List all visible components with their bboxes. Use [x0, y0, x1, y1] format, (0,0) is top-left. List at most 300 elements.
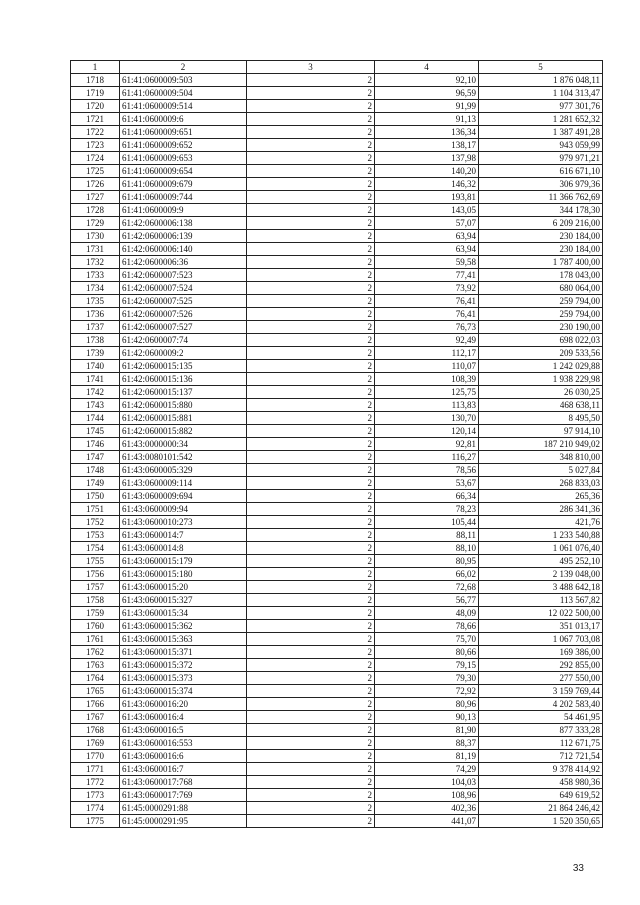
row-number-cell: 1751: [71, 503, 120, 516]
cadastral-number-cell: 61:41:0600009:651: [120, 126, 247, 139]
type-cell: 2: [247, 230, 375, 243]
cadastral-number-cell: 61:42:0600015:881: [120, 412, 247, 425]
table-row: [71, 802, 603, 815]
value-cell: 3 488 642,18: [479, 581, 603, 594]
table-row: [71, 139, 603, 152]
row-number-cell: 1719: [71, 87, 120, 100]
row-number-cell: 1733: [71, 269, 120, 282]
table-row: [71, 620, 603, 633]
cadastral-number-cell: 61:43:0600015:327: [120, 594, 247, 607]
area-cell: 104,03: [375, 776, 479, 789]
value-cell: 230 184,00: [479, 243, 603, 256]
area-cell: 72,68: [375, 581, 479, 594]
type-cell: 2: [247, 724, 375, 737]
area-cell: 402,36: [375, 802, 479, 815]
area-cell: 88,10: [375, 542, 479, 555]
column-header-area: 4: [375, 61, 479, 74]
value-cell: 649 619,52: [479, 789, 603, 802]
cadastral-number-cell: 61:42:0600007:525: [120, 295, 247, 308]
type-cell: 2: [247, 217, 375, 230]
row-number-cell: 1722: [71, 126, 120, 139]
table-row: [71, 152, 603, 165]
value-cell: 3 159 769,44: [479, 685, 603, 698]
type-cell: 2: [247, 139, 375, 152]
type-cell: 2: [247, 360, 375, 373]
type-cell: 2: [247, 269, 375, 282]
row-number-cell: 1765: [71, 685, 120, 698]
type-cell: 2: [247, 425, 375, 438]
table-row: [71, 581, 603, 594]
table-row: [71, 360, 603, 373]
cadastral-number-cell: 61:43:0080101:542: [120, 451, 247, 464]
row-number-cell: 1761: [71, 633, 120, 646]
cadastral-number-cell: 61:45:0000291:95: [120, 815, 247, 828]
table-row: [71, 438, 603, 451]
table-row: [71, 334, 603, 347]
type-cell: 2: [247, 607, 375, 620]
area-cell: 120,14: [375, 425, 479, 438]
type-cell: 2: [247, 711, 375, 724]
value-cell: 268 833,03: [479, 477, 603, 490]
table-row: [71, 529, 603, 542]
row-number-cell: 1744: [71, 412, 120, 425]
area-cell: 56,77: [375, 594, 479, 607]
table-row: [71, 204, 603, 217]
value-cell: 1 233 540,88: [479, 529, 603, 542]
area-cell: 66,34: [375, 490, 479, 503]
value-cell: 977 301,76: [479, 100, 603, 113]
cadastral-number-cell: 61:43:0600015:34: [120, 607, 247, 620]
value-cell: 1 067 703,08: [479, 633, 603, 646]
cadastral-number-cell: 61:43:0600015:371: [120, 646, 247, 659]
row-number-cell: 1730: [71, 230, 120, 243]
column-header-value: 5: [479, 61, 603, 74]
value-cell: 112 671,75: [479, 737, 603, 750]
area-cell: 72,92: [375, 685, 479, 698]
row-number-cell: 1745: [71, 425, 120, 438]
cadastral-number-cell: 61:41:0600009:514: [120, 100, 247, 113]
row-number-cell: 1732: [71, 256, 120, 269]
table-row: [71, 230, 603, 243]
cadastral-number-cell: 61:43:0600016:553: [120, 737, 247, 750]
table-row: [71, 633, 603, 646]
cadastral-number-cell: 61:42:0600006:36: [120, 256, 247, 269]
table-row: [71, 763, 603, 776]
table-row: [71, 399, 603, 412]
area-cell: 92,49: [375, 334, 479, 347]
value-cell: 187 210 949,02: [479, 438, 603, 451]
row-number-cell: 1752: [71, 516, 120, 529]
type-cell: 2: [247, 659, 375, 672]
area-cell: 137,98: [375, 152, 479, 165]
value-cell: 230 184,00: [479, 230, 603, 243]
row-number-cell: 1743: [71, 399, 120, 412]
cadastral-number-cell: 61:43:0600016:5: [120, 724, 247, 737]
type-cell: 2: [247, 633, 375, 646]
cadastral-number-cell: 61:43:0000000:34: [120, 438, 247, 451]
area-cell: 81,19: [375, 750, 479, 763]
value-cell: 209 533,56: [479, 347, 603, 360]
cadastral-number-cell: 61:43:0600015:179: [120, 555, 247, 568]
area-cell: 59,58: [375, 256, 479, 269]
row-number-cell: 1775: [71, 815, 120, 828]
area-cell: 112,17: [375, 347, 479, 360]
cadastral-number-cell: 61:41:0600009:679: [120, 178, 247, 191]
area-cell: 80,66: [375, 646, 479, 659]
type-cell: 2: [247, 191, 375, 204]
type-cell: 2: [247, 256, 375, 269]
table-row: [71, 373, 603, 386]
value-cell: 877 333,28: [479, 724, 603, 737]
cadastral-number-cell: 61:45:0000291:88: [120, 802, 247, 815]
cadastral-number-cell: 61:42:0600006:140: [120, 243, 247, 256]
area-cell: 108,39: [375, 373, 479, 386]
area-cell: 143,05: [375, 204, 479, 217]
area-cell: 73,92: [375, 282, 479, 295]
type-cell: 2: [247, 594, 375, 607]
type-cell: 2: [247, 178, 375, 191]
type-cell: 2: [247, 789, 375, 802]
row-number-cell: 1740: [71, 360, 120, 373]
type-cell: 2: [247, 516, 375, 529]
row-number-cell: 1770: [71, 750, 120, 763]
row-number-cell: 1769: [71, 737, 120, 750]
area-cell: 138,17: [375, 139, 479, 152]
table-row: [71, 464, 603, 477]
value-cell: 259 794,00: [479, 308, 603, 321]
cadastral-number-cell: 61:41:0600009:744: [120, 191, 247, 204]
column-header-number: 1: [71, 61, 120, 74]
row-number-cell: 1750: [71, 490, 120, 503]
row-number-cell: 1735: [71, 295, 120, 308]
type-cell: 2: [247, 555, 375, 568]
column-header-cadastral-number: 2: [120, 61, 247, 74]
type-cell: 2: [247, 243, 375, 256]
table-row: [71, 607, 603, 620]
area-cell: 79,15: [375, 659, 479, 672]
type-cell: 2: [247, 698, 375, 711]
type-cell: 2: [247, 737, 375, 750]
row-number-cell: 1739: [71, 347, 120, 360]
cadastral-number-cell: 61:43:0600009:114: [120, 477, 247, 490]
value-cell: 169 386,00: [479, 646, 603, 659]
table-row: [71, 477, 603, 490]
row-number-cell: 1729: [71, 217, 120, 230]
type-cell: 2: [247, 477, 375, 490]
table-row: [71, 711, 603, 724]
row-number-cell: 1748: [71, 464, 120, 477]
area-cell: 105,44: [375, 516, 479, 529]
row-number-cell: 1723: [71, 139, 120, 152]
cadastral-number-cell: 61:43:0600016:6: [120, 750, 247, 763]
cadastral-number-cell: 61:43:0600015:180: [120, 568, 247, 581]
type-cell: 2: [247, 373, 375, 386]
value-cell: 458 980,36: [479, 776, 603, 789]
cadastral-number-cell: 61:43:0600016:4: [120, 711, 247, 724]
table-row: [71, 737, 603, 750]
type-cell: 2: [247, 386, 375, 399]
table-row: [71, 87, 603, 100]
row-number-cell: 1767: [71, 711, 120, 724]
value-cell: 1 787 400,00: [479, 256, 603, 269]
type-cell: 2: [247, 763, 375, 776]
area-cell: 90,13: [375, 711, 479, 724]
table-row: [71, 542, 603, 555]
area-cell: 130,70: [375, 412, 479, 425]
row-number-cell: 1721: [71, 113, 120, 126]
table-row: [71, 113, 603, 126]
row-number-cell: 1758: [71, 594, 120, 607]
table-row: [71, 178, 603, 191]
type-cell: 2: [247, 802, 375, 815]
area-cell: 193,81: [375, 191, 479, 204]
value-cell: 292 855,00: [479, 659, 603, 672]
type-cell: 2: [247, 646, 375, 659]
value-cell: 1 520 350,65: [479, 815, 603, 828]
cadastral-number-cell: 61:41:0600009:652: [120, 139, 247, 152]
value-cell: 2 139 048,00: [479, 568, 603, 581]
cadastral-number-cell: 61:42:0600015:135: [120, 360, 247, 373]
area-cell: 76,41: [375, 295, 479, 308]
area-cell: 92,10: [375, 74, 479, 87]
table-row: [71, 256, 603, 269]
table-row: [71, 126, 603, 139]
type-cell: 2: [247, 399, 375, 412]
cadastral-number-cell: 61:43:0600016:7: [120, 763, 247, 776]
cadastral-number-cell: 61:43:0600015:374: [120, 685, 247, 698]
value-cell: 11 366 762,69: [479, 191, 603, 204]
value-cell: 97 914,10: [479, 425, 603, 438]
value-cell: 1 281 652,32: [479, 113, 603, 126]
row-number-cell: 1747: [71, 451, 120, 464]
row-number-cell: 1728: [71, 204, 120, 217]
value-cell: 421,76: [479, 516, 603, 529]
area-cell: 66,02: [375, 568, 479, 581]
table-row: [71, 724, 603, 737]
area-cell: 78,23: [375, 503, 479, 516]
type-cell: 2: [247, 308, 375, 321]
type-cell: 2: [247, 204, 375, 217]
area-cell: 441,07: [375, 815, 479, 828]
column-header-type: 3: [247, 61, 375, 74]
cadastral-number-cell: 61:43:0600014:8: [120, 542, 247, 555]
cadastral-number-cell: 61:43:0600015:362: [120, 620, 247, 633]
row-number-cell: 1759: [71, 607, 120, 620]
area-cell: 63,94: [375, 230, 479, 243]
value-cell: 344 178,30: [479, 204, 603, 217]
row-number-cell: 1772: [71, 776, 120, 789]
value-cell: 178 043,00: [479, 269, 603, 282]
value-cell: 1 938 229,98: [479, 373, 603, 386]
area-cell: 88,37: [375, 737, 479, 750]
value-cell: 943 059,99: [479, 139, 603, 152]
row-number-cell: 1737: [71, 321, 120, 334]
area-cell: 80,95: [375, 555, 479, 568]
value-cell: 1 242 029,88: [479, 360, 603, 373]
area-cell: 140,20: [375, 165, 479, 178]
type-cell: 2: [247, 451, 375, 464]
area-cell: 125,75: [375, 386, 479, 399]
value-cell: 495 252,10: [479, 555, 603, 568]
area-cell: 113,83: [375, 399, 479, 412]
table-row: [71, 191, 603, 204]
table-row: [71, 776, 603, 789]
type-cell: 2: [247, 685, 375, 698]
cadastral-number-cell: 61:43:0600015:373: [120, 672, 247, 685]
area-cell: 78,56: [375, 464, 479, 477]
row-number-cell: 1774: [71, 802, 120, 815]
table-row: [71, 490, 603, 503]
cadastral-number-cell: 61:42:0600007:74: [120, 334, 247, 347]
value-cell: 21 864 246,42: [479, 802, 603, 815]
table-row: [71, 347, 603, 360]
type-cell: 2: [247, 87, 375, 100]
row-number-cell: 1760: [71, 620, 120, 633]
area-cell: 91,13: [375, 113, 479, 126]
type-cell: 2: [247, 321, 375, 334]
value-cell: 680 064,00: [479, 282, 603, 295]
cadastral-number-cell: 61:42:0600006:139: [120, 230, 247, 243]
value-cell: 5 027,84: [479, 464, 603, 477]
type-cell: 2: [247, 542, 375, 555]
table-row: [71, 685, 603, 698]
value-cell: 1 061 076,40: [479, 542, 603, 555]
table-row: [71, 243, 603, 256]
type-cell: 2: [247, 295, 375, 308]
type-cell: 2: [247, 152, 375, 165]
table-row: [71, 646, 603, 659]
area-cell: 136,34: [375, 126, 479, 139]
type-cell: 2: [247, 776, 375, 789]
value-cell: 12 022 500,00: [479, 607, 603, 620]
table-row: [71, 555, 603, 568]
table-row: [71, 789, 603, 802]
type-cell: 2: [247, 529, 375, 542]
area-cell: 79,30: [375, 672, 479, 685]
area-cell: 110,07: [375, 360, 479, 373]
value-cell: 1 876 048,11: [479, 74, 603, 87]
cadastral-number-cell: 61:41:0600009:654: [120, 165, 247, 178]
cadastral-number-cell: 61:43:0600005:329: [120, 464, 247, 477]
table-row: [71, 386, 603, 399]
table-row: [71, 425, 603, 438]
value-cell: 1 104 313,47: [479, 87, 603, 100]
table-row: [71, 74, 603, 87]
table-row: [71, 815, 603, 828]
cadastral-number-cell: 61:42:0600007:524: [120, 282, 247, 295]
value-cell: 616 671,10: [479, 165, 603, 178]
type-cell: 2: [247, 412, 375, 425]
cadastral-number-cell: 61:42:0600015:882: [120, 425, 247, 438]
value-cell: 1 387 491,28: [479, 126, 603, 139]
row-number-cell: 1746: [71, 438, 120, 451]
row-number-cell: 1736: [71, 308, 120, 321]
row-number-cell: 1724: [71, 152, 120, 165]
header-row: [71, 61, 603, 74]
table-body: [71, 74, 603, 828]
cadastral-number-cell: 61:41:0600009:9: [120, 204, 247, 217]
value-cell: 113 567,82: [479, 594, 603, 607]
value-cell: 8 495,50: [479, 412, 603, 425]
table-row: [71, 321, 603, 334]
page-number: 33: [572, 863, 584, 874]
type-cell: 2: [247, 503, 375, 516]
row-number-cell: 1762: [71, 646, 120, 659]
table-row: [71, 672, 603, 685]
area-cell: 80,96: [375, 698, 479, 711]
value-cell: 712 721,54: [479, 750, 603, 763]
row-number-cell: 1738: [71, 334, 120, 347]
row-number-cell: 1749: [71, 477, 120, 490]
value-cell: 277 550,00: [479, 672, 603, 685]
row-number-cell: 1766: [71, 698, 120, 711]
table-row: [71, 100, 603, 113]
cadastral-number-cell: 61:41:0600009:503: [120, 74, 247, 87]
cadastral-number-cell: 61:43:0600014:7: [120, 529, 247, 542]
area-cell: 88,11: [375, 529, 479, 542]
area-cell: 53,67: [375, 477, 479, 490]
value-cell: 230 190,00: [479, 321, 603, 334]
area-cell: 146,32: [375, 178, 479, 191]
type-cell: 2: [247, 464, 375, 477]
type-cell: 2: [247, 165, 375, 178]
area-cell: 77,41: [375, 269, 479, 282]
row-number-cell: 1720: [71, 100, 120, 113]
cadastral-number-cell: 61:43:0600015:372: [120, 659, 247, 672]
table-row: [71, 295, 603, 308]
type-cell: 2: [247, 282, 375, 295]
type-cell: 2: [247, 126, 375, 139]
table-row: [71, 269, 603, 282]
row-number-cell: 1741: [71, 373, 120, 386]
value-cell: 4 202 583,40: [479, 698, 603, 711]
row-number-cell: 1756: [71, 568, 120, 581]
table-row: [71, 659, 603, 672]
area-cell: 92,81: [375, 438, 479, 451]
cadastral-number-cell: 61:42:0600015:880: [120, 399, 247, 412]
table-row: [71, 282, 603, 295]
value-cell: 259 794,00: [479, 295, 603, 308]
row-number-cell: 1742: [71, 386, 120, 399]
data-table: [70, 60, 603, 828]
type-cell: 2: [247, 74, 375, 87]
row-number-cell: 1773: [71, 789, 120, 802]
value-cell: 286 341,36: [479, 503, 603, 516]
cadastral-number-cell: 61:43:0600017:768: [120, 776, 247, 789]
row-number-cell: 1763: [71, 659, 120, 672]
row-number-cell: 1727: [71, 191, 120, 204]
type-cell: 2: [247, 334, 375, 347]
cadastral-number-cell: 61:42:0600015:136: [120, 373, 247, 386]
value-cell: 979 971,21: [479, 152, 603, 165]
type-cell: 2: [247, 568, 375, 581]
value-cell: 26 030,25: [479, 386, 603, 399]
cadastral-number-cell: 61:42:0600009:2: [120, 347, 247, 360]
value-cell: 6 209 216,00: [479, 217, 603, 230]
area-cell: 78,66: [375, 620, 479, 633]
cadastral-number-cell: 61:43:0600015:363: [120, 633, 247, 646]
cadastral-number-cell: 61:41:0600009:653: [120, 152, 247, 165]
area-cell: 48,09: [375, 607, 479, 620]
area-cell: 96,59: [375, 87, 479, 100]
area-cell: 76,73: [375, 321, 479, 334]
cadastral-number-cell: 61:43:0600009:94: [120, 503, 247, 516]
table-row: [71, 503, 603, 516]
cadastral-number-cell: 61:42:0600007:526: [120, 308, 247, 321]
cadastral-number-cell: 61:43:0600009:694: [120, 490, 247, 503]
cadastral-number-cell: 61:41:0600009:504: [120, 87, 247, 100]
table-row: [71, 698, 603, 711]
